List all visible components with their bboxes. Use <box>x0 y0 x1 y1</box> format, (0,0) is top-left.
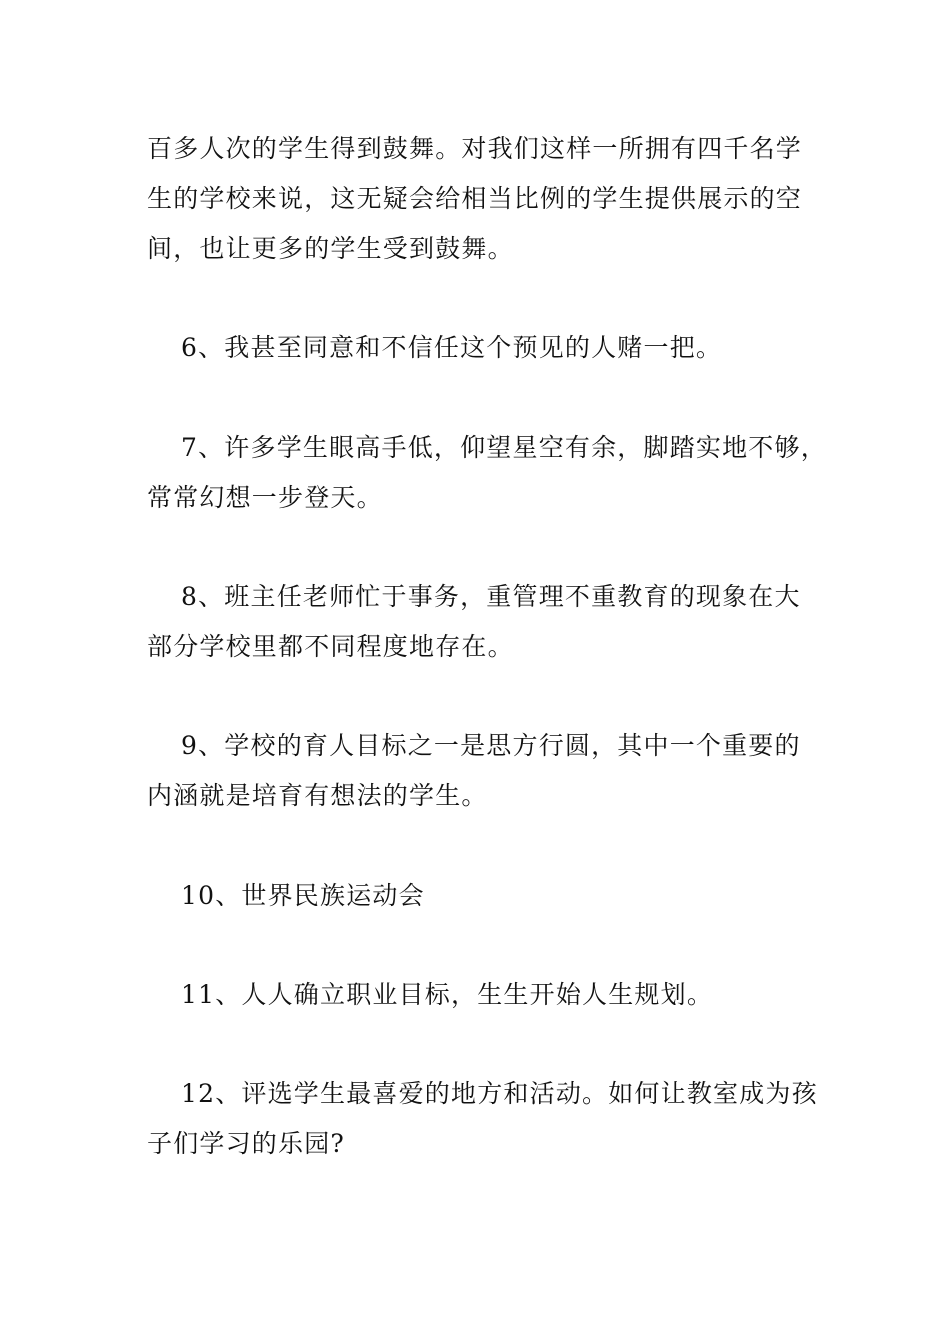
paragraph-item-11: 11、人人确立职业目标，生生开始人生规划。 <box>181 980 714 1009</box>
paragraph-1-line-3: 间，也让更多的学生受到鼓舞。 <box>147 234 514 263</box>
paragraph-item-12-line-1: 12、评选学生最喜爱的地方和活动。如何让教室成为孩 <box>181 1079 818 1108</box>
paragraph-item-7-line-2: 常常幻想一步登天。 <box>147 483 383 512</box>
paragraph-item-7-line-1: 7、许多学生眼高手低，仰望星空有余，脚踏实地不够， <box>181 433 827 462</box>
paragraph-item-12-line-2: 子们学习的乐园? <box>147 1129 346 1158</box>
paragraph-item-10: 10、世界民族运动会 <box>181 881 425 910</box>
paragraph-item-9-line-2: 内涵就是培育有想法的学生。 <box>147 781 488 810</box>
paragraph-item-8-line-2: 部分学校里都不同程度地存在。 <box>147 632 514 661</box>
paragraph-1-line-1: 百多人次的学生得到鼓舞。对我们这样一所拥有四千名学 <box>147 134 803 163</box>
paragraph-item-8-line-1: 8、班主任老师忙于事务，重管理不重教育的现象在大 <box>181 582 801 611</box>
paragraph-item-9-line-1: 9、学校的育人目标之一是思方行圆，其中一个重要的 <box>181 731 801 760</box>
paragraph-1-line-2: 生的学校来说，这无疑会给相当比例的学生提供展示的空 <box>147 184 803 213</box>
paragraph-item-6: 6、我甚至同意和不信任这个预见的人赌一把。 <box>181 333 723 362</box>
